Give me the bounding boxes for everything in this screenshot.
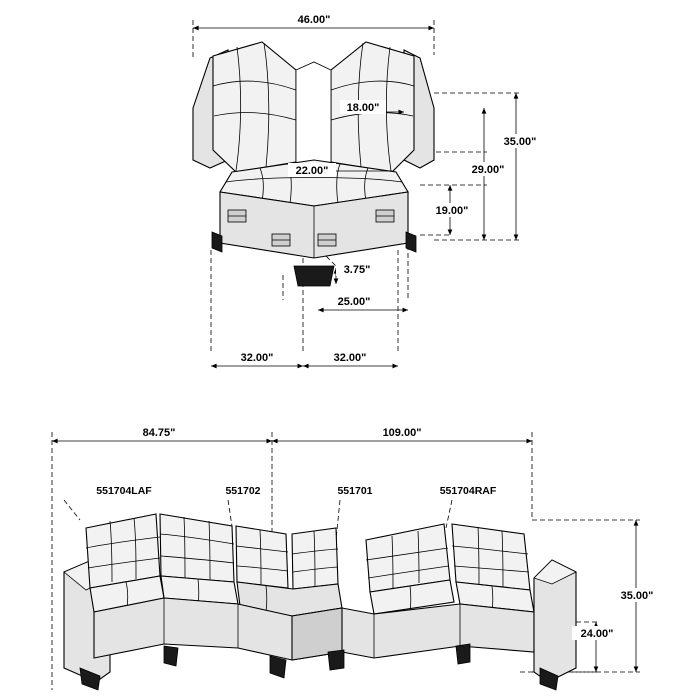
dim-width-overall [193, 12, 434, 28]
dim-base-right-label: 32.00" [333, 352, 367, 364]
dim-seat-back-depth-label: 18.00" [346, 102, 380, 114]
dim-left-section-width-label: 84.75" [142, 427, 176, 439]
dim-right-section-width-label: 109.00" [382, 427, 422, 439]
dim-seat-depth-label: 25.00" [337, 296, 371, 308]
dim-seat-height-label: 19.00" [435, 205, 469, 217]
bottom-view-group [52, 425, 662, 690]
dim-base-right [303, 350, 398, 366]
part-label-laf: 551704LAF [96, 485, 152, 497]
dim-width-overall-label: 46.00" [297, 14, 331, 26]
dim-height-overall-label: 35.00" [503, 136, 537, 148]
sectional-drawing [64, 514, 576, 690]
dim-seat-back-height-bottom-label: 24.00" [580, 628, 614, 640]
dim-seat-back-height-label: 29.00" [471, 164, 505, 176]
dim-seat-back-height-bottom [572, 622, 622, 672]
dim-seat-height [428, 185, 476, 235]
dim-right-section-width [272, 425, 532, 441]
part-label-corner: 551701 [337, 485, 373, 497]
dim-base-left [211, 350, 303, 366]
dim-base-left-label: 32.00" [240, 352, 274, 364]
part-label-armless: 551702 [225, 485, 261, 497]
dim-seat-back-height [464, 108, 512, 240]
dim-leg-height [336, 262, 378, 284]
dim-seat-depth [318, 294, 408, 310]
dim-left-section-width [52, 425, 272, 441]
top-view-group [193, 12, 544, 366]
dim-overall-height-bottom-label: 35.00" [620, 590, 654, 602]
part-label-raf: 551704RAF [439, 485, 497, 497]
dim-overall-height-bottom [612, 520, 662, 672]
dim-leg-height-label: 3.75" [343, 264, 371, 276]
dim-seat-width-label: 22.00" [295, 165, 329, 177]
